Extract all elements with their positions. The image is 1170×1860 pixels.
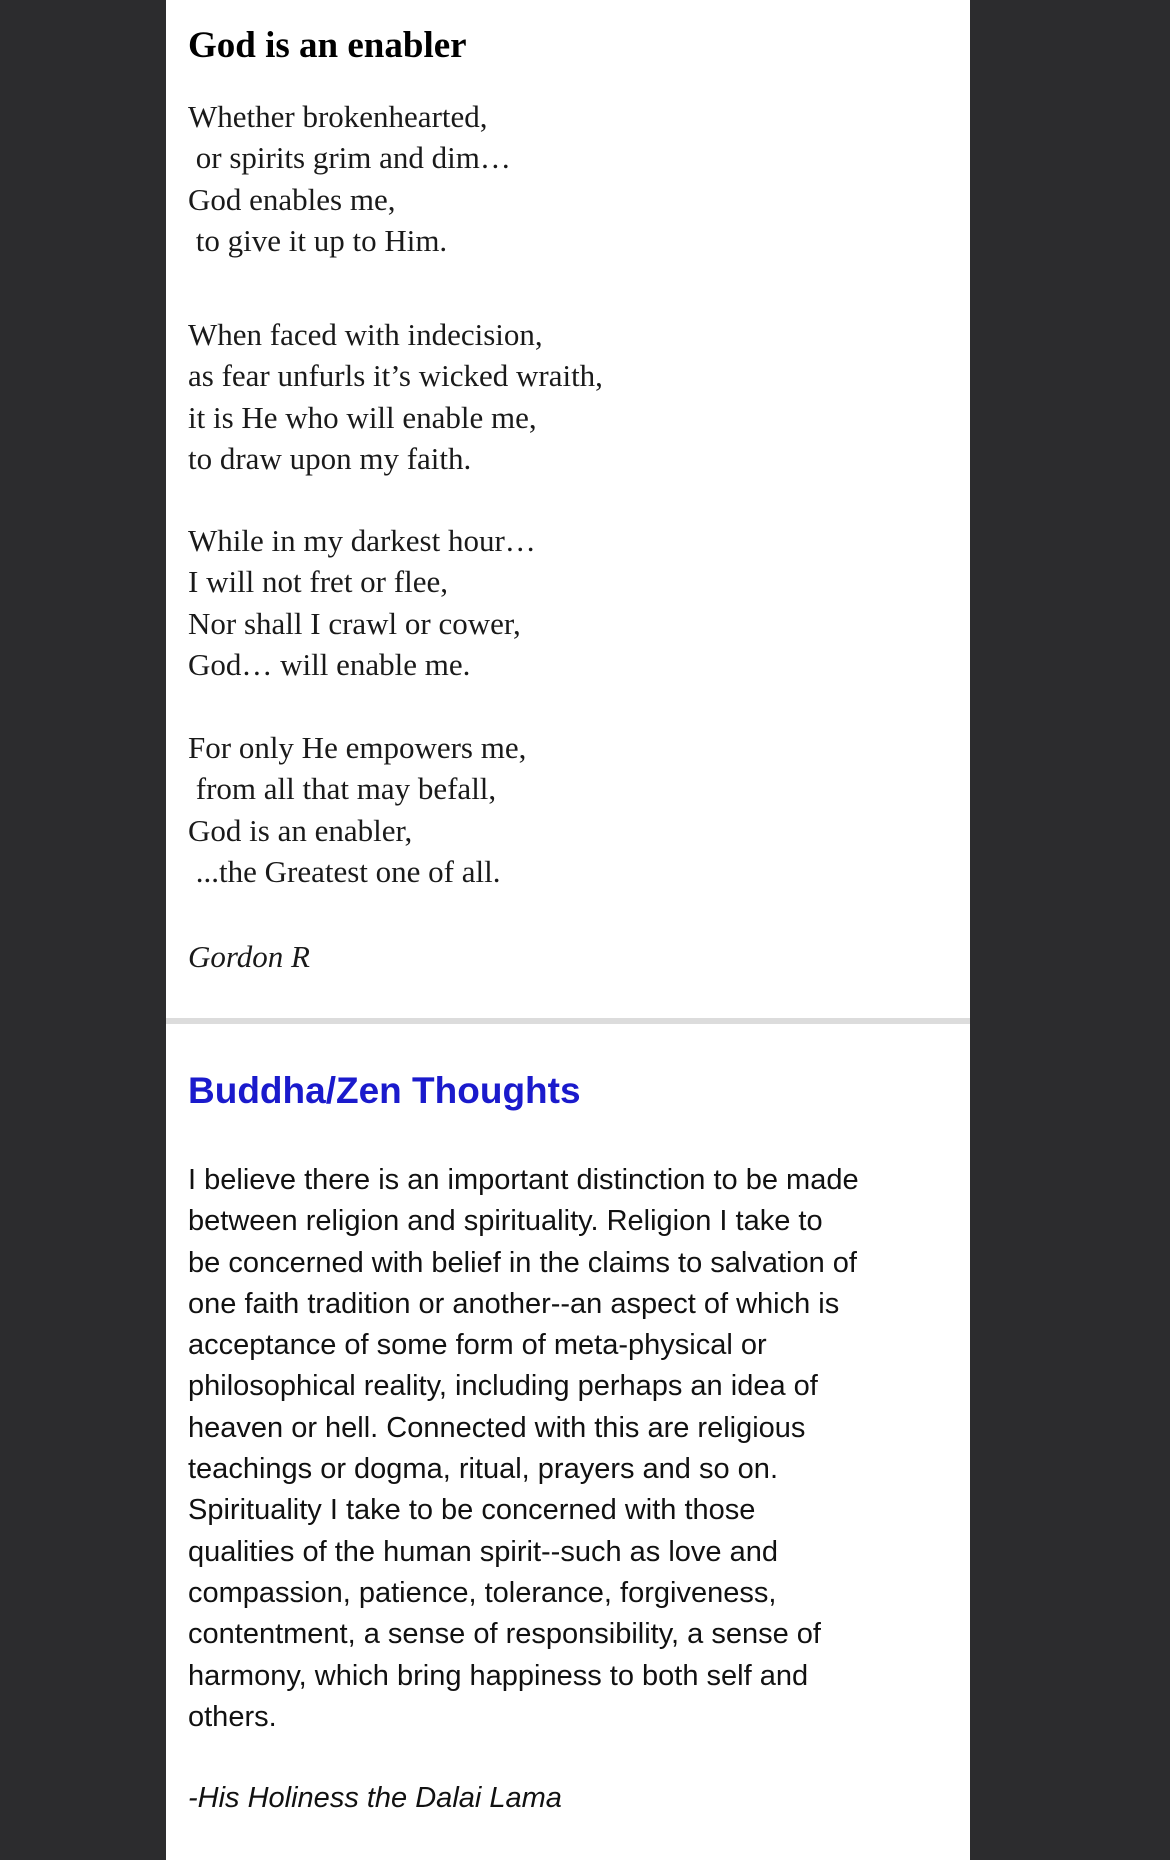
poem-line: For only He empowers me, bbox=[188, 730, 527, 765]
poem-line: Nor shall I crawl or cower, bbox=[188, 605, 521, 641]
poem-line: I will not fret or flee, bbox=[188, 564, 448, 600]
quote-line: Spirituality I take to be concerned with those bbox=[188, 1494, 756, 1527]
poem-line: While in my darkest hour… bbox=[188, 523, 536, 558]
poem-title: God is an enabler bbox=[188, 25, 467, 66]
zen-section-title: Buddha/Zen Thoughts bbox=[188, 1070, 581, 1111]
poem-line: to give it up to Him. bbox=[188, 222, 448, 258]
poem-line: ...the Greatest one of all. bbox=[188, 853, 501, 889]
poem-line: God… will enable me. bbox=[188, 646, 471, 682]
poem-stanza-2 bbox=[188, 314, 603, 479]
poem-stanza-1 bbox=[188, 96, 511, 261]
quote-line: one faith tradition or another--an aspect of which is bbox=[188, 1287, 840, 1320]
quote-line: contentment, a sense of responsibility, a sense of bbox=[188, 1618, 821, 1651]
quote-line: others. bbox=[188, 1700, 277, 1733]
quote-line: harmony, which bring happiness to both self and bbox=[188, 1659, 809, 1692]
poem-line: When faced with indecision, bbox=[188, 317, 543, 352]
poem-line: it is He who will enable me, bbox=[188, 399, 537, 435]
quote-line: between religion and spirituality. Religion I take to bbox=[188, 1205, 823, 1238]
poem-stanza-4 bbox=[188, 727, 526, 892]
quote-line: philosophical reality, including perhaps an idea of bbox=[188, 1370, 818, 1403]
zen-quote-body bbox=[188, 1160, 859, 1738]
poem-line: God is an enabler, bbox=[188, 812, 413, 848]
quote-line: heaven or hell. Connected with this are religious bbox=[188, 1411, 806, 1444]
poem-line: from all that may befall, bbox=[188, 771, 497, 807]
poem-line: as fear unfurls it’s wicked wraith, bbox=[188, 358, 603, 394]
article-page bbox=[166, 0, 970, 1860]
poem-line: or spirits grim and dim… bbox=[188, 140, 511, 176]
quote-line: be concerned with belief in the claims to salvation of bbox=[188, 1246, 857, 1279]
poem-stanza-3 bbox=[188, 520, 536, 685]
poem-author: Gordon R bbox=[188, 939, 310, 974]
quote-line: acceptance of some form of meta-physical or bbox=[188, 1329, 767, 1362]
quote-line: qualities of the human spirit--such as love and bbox=[188, 1535, 778, 1568]
quote-line: teachings or dogma, ritual, prayers and so on. bbox=[188, 1453, 778, 1486]
poem-line: God enables me, bbox=[188, 181, 396, 217]
zen-quote-author: -His Holiness the Dalai Lama bbox=[188, 1782, 562, 1814]
quote-line: I believe there is an important distinction to be made bbox=[188, 1164, 859, 1196]
quote-line: compassion, patience, tolerance, forgiveness, bbox=[188, 1576, 777, 1609]
section-divider bbox=[166, 1018, 970, 1024]
poem-line: to draw upon my faith. bbox=[188, 440, 472, 476]
poem-line: Whether brokenhearted, bbox=[188, 99, 488, 134]
